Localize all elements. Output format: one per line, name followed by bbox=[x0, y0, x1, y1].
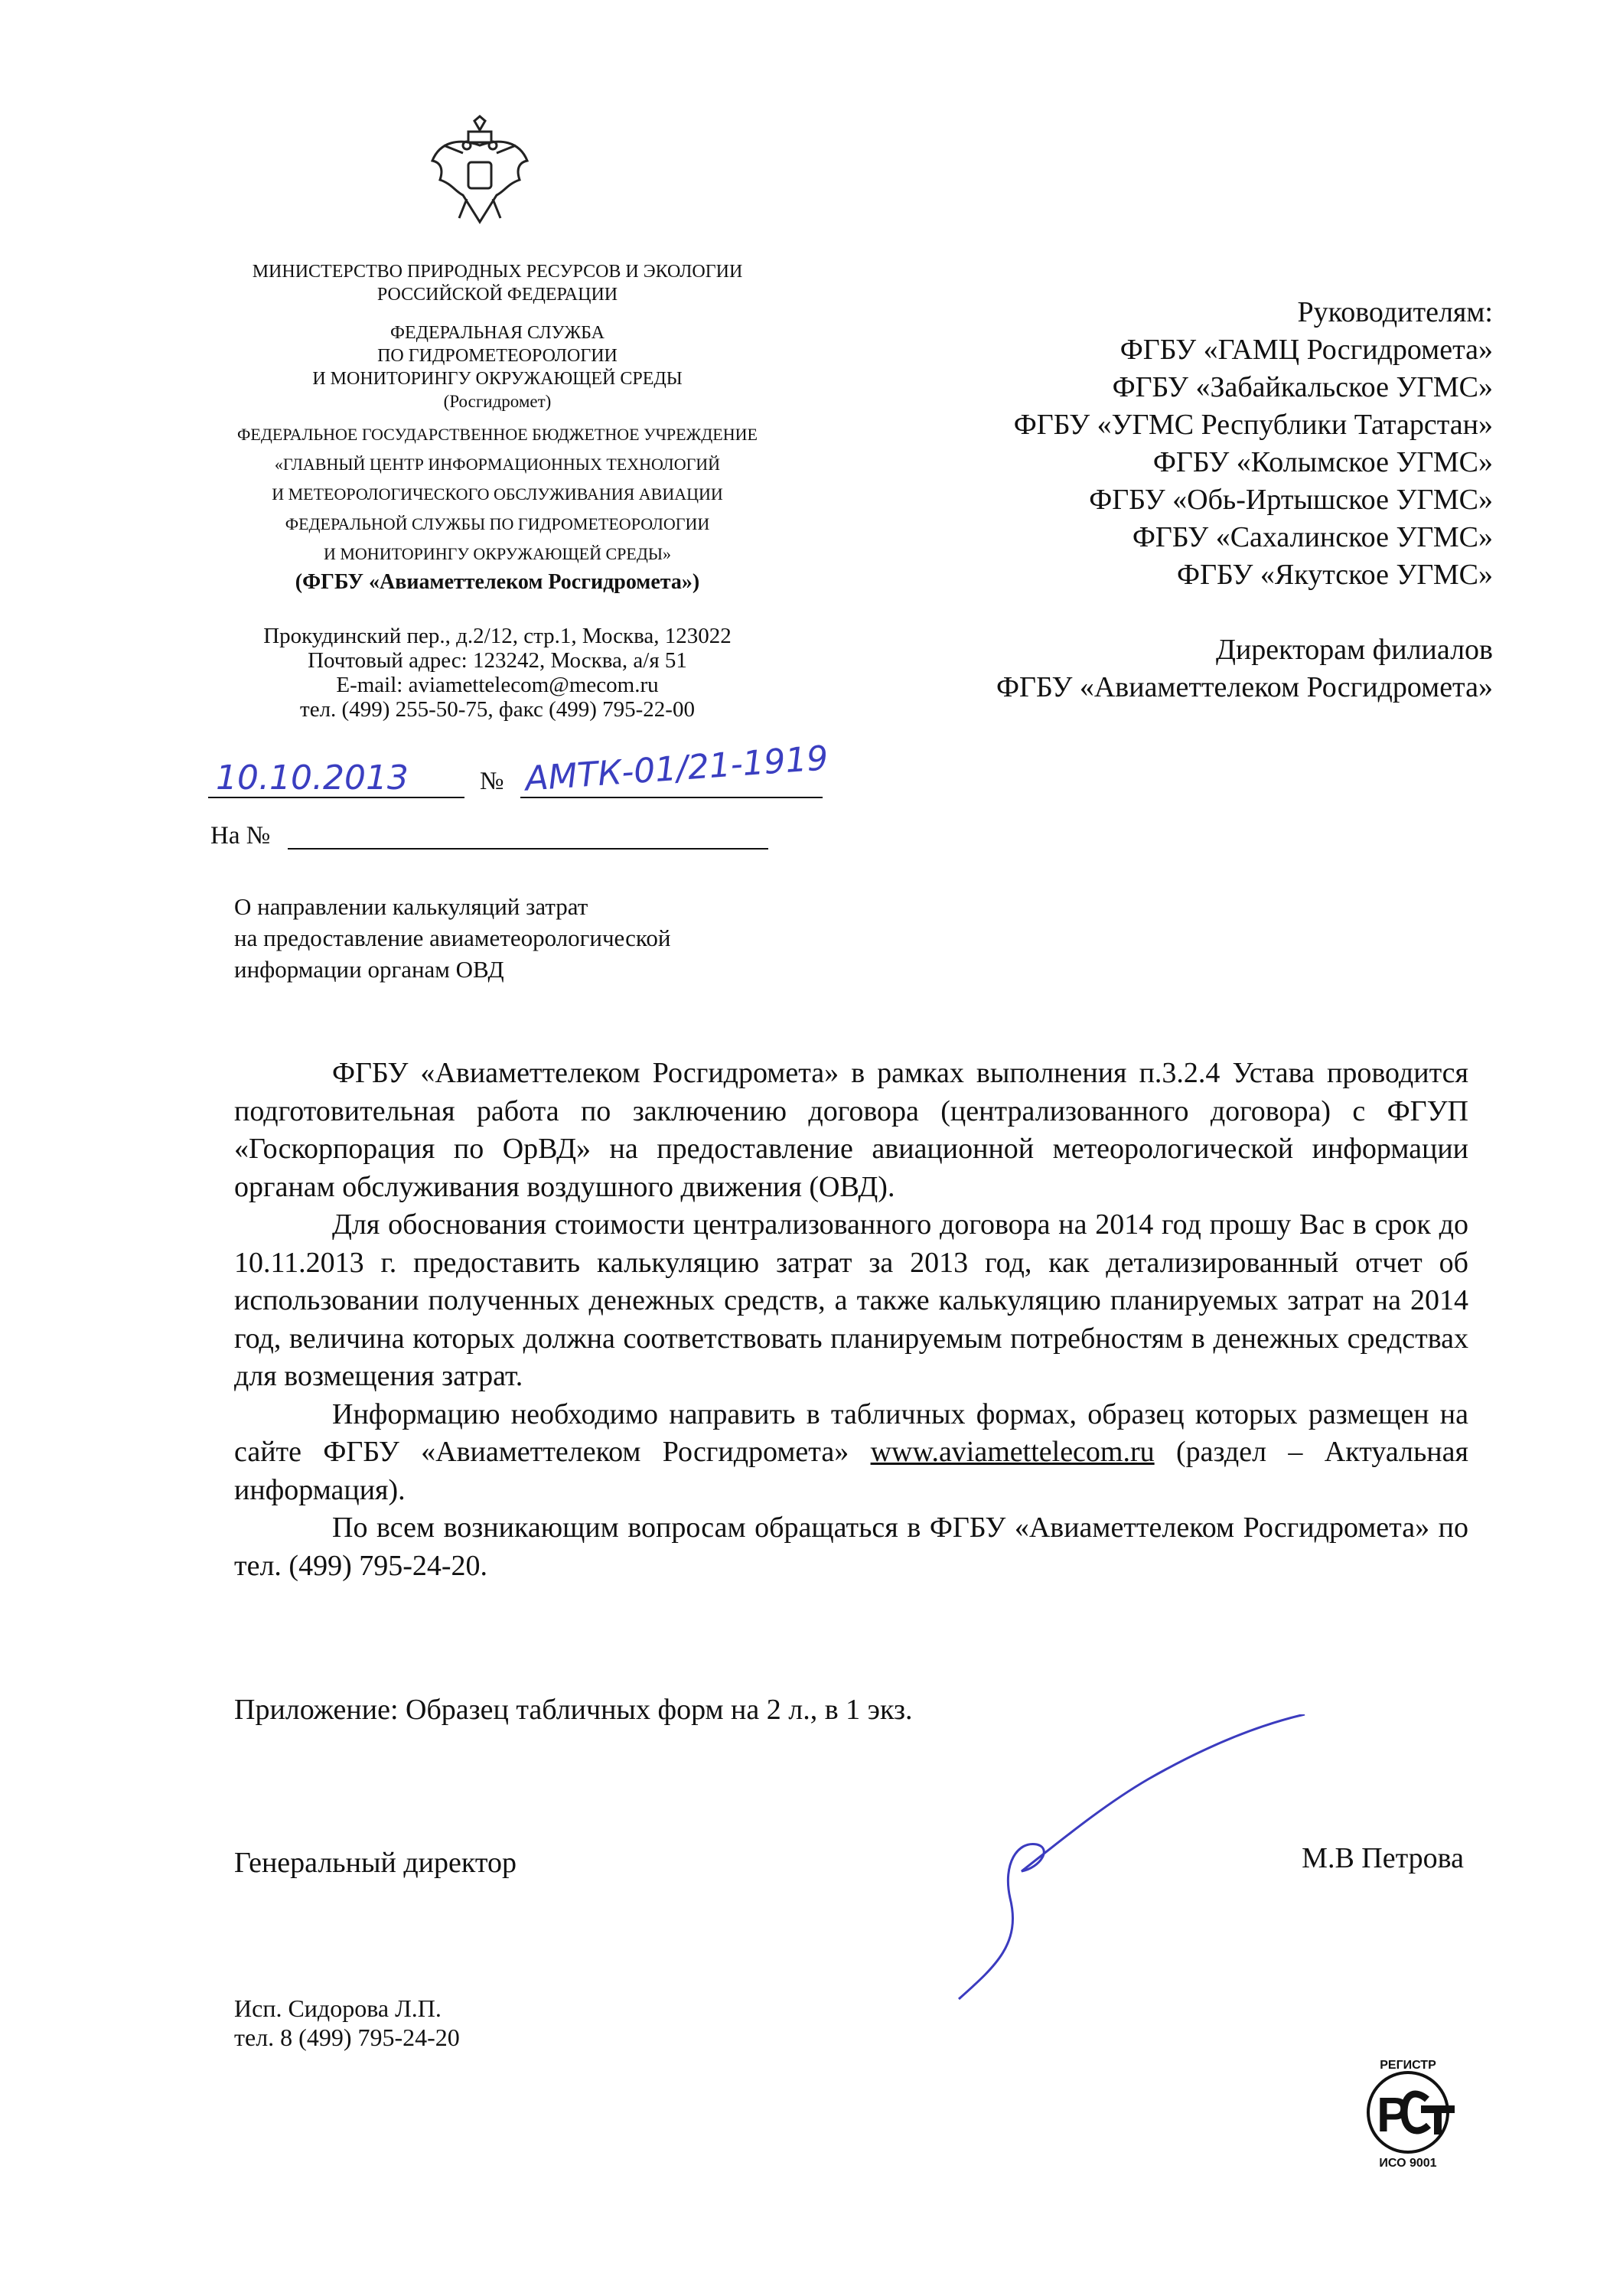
paragraph-text: Информацию необходимо направить в табличных формах, образец которых размещен на сайте ФГБУ «Авиаметтелеком Росгидромета» bbox=[234, 1397, 1468, 1468]
number-handwritten: АМТК-01/21-1919 bbox=[523, 739, 830, 799]
address-line: тел. (499) 255-50-75, факс (499) 795-22-00 bbox=[300, 697, 695, 722]
letterhead bbox=[191, 260, 803, 722]
reply-number-line bbox=[288, 848, 768, 850]
svg-text:ИСО 9001: ИСО 9001 bbox=[1379, 2157, 1437, 2170]
recipients bbox=[804, 294, 1493, 706]
institution-line: ФЕДЕРАЛЬНОЕ ГОСУДАРСТВЕННОЕ БЮДЖЕТНОЕ УЧРЕЖДЕНИЕ bbox=[237, 425, 758, 444]
paragraph bbox=[234, 1396, 1468, 1510]
address-line: Почтовый адрес: 123242, Москва, а/я 51 bbox=[308, 648, 687, 673]
service-line: ПО ГИДРОМЕТЕОРОЛОГИИ bbox=[377, 346, 618, 366]
subject-line: на предоставление авиаметеорологической bbox=[234, 925, 671, 951]
institution-line: И МОНИТОРИНГУ ОКРУЖАЮЩЕЙ СРЕДЫ» bbox=[323, 544, 672, 563]
directors-line: ФГБУ «Авиаметтелеком Росгидромета» bbox=[996, 671, 1493, 703]
address-line: E-mail: aviamettelecom@mecom.ru bbox=[336, 673, 659, 697]
svg-text:Р: Р bbox=[1377, 2087, 1410, 2142]
directors-line: Директорам филиалов bbox=[1216, 634, 1493, 666]
svg-text:РЕГИСТР: РЕГИСТР bbox=[1380, 2059, 1436, 2072]
coat-of-arms-emblem bbox=[429, 115, 532, 230]
subject bbox=[234, 891, 670, 985]
website-link[interactable]: www.aviamettelecom.ru bbox=[870, 1436, 1155, 1468]
rst-certification-logo bbox=[1351, 2055, 1465, 2174]
recipient: ФГБУ «УГМС Республики Татарстан» bbox=[1013, 409, 1493, 441]
service-line: И МОНИТОРИНГУ ОКРУЖАЮЩЕЙ СРЕДЫ bbox=[312, 369, 683, 389]
paragraph-text: Для обоснования стоимости централизованного договора на 2014 год прошу Вас в срок до 10.11.2013 г. предоставить калькуляцию затрат за 2013 год, как детализированный отчет об использовании полученных денежных средств, а также калькуляцию планируемых затрат на 2014 год, величина которых должна соответствовать планируемым потребностям в денежных средствах для возмещения затрат. bbox=[234, 1208, 1468, 1392]
institution-line: И МЕТЕОРОЛОГИЧЕСКОГО ОБСЛУЖИВАНИЯ АВИАЦИИ bbox=[272, 484, 723, 504]
executor-name: Исп. Сидорова Л.П. bbox=[234, 1994, 442, 2022]
recipient: ФГБУ «Колымское УГМС» bbox=[1152, 446, 1493, 478]
recipient: ФГБУ «Якутское УГМС» bbox=[1177, 559, 1493, 591]
number-sign: № bbox=[480, 768, 504, 795]
paragraph: По всем возникающим вопросам обращаться в ФГБУ «Авиаметтелеком Росгидромета» по тел. (499) 795-24-20. bbox=[234, 1512, 1468, 1582]
paragraph-text: (раздел – Актуальная информация). bbox=[234, 1436, 1468, 1506]
executor-phone: тел. 8 (499) 795-24-20 bbox=[234, 2024, 460, 2051]
subject-line: О направлении калькуляций затрат bbox=[234, 893, 588, 920]
short-name: (ФГБУ «Авиаметтелеком Росгидромета») bbox=[295, 570, 700, 594]
paragraph bbox=[234, 1206, 1468, 1396]
institution-line: ФЕДЕРАЛЬНОЙ СЛУЖБЫ ПО ГИДРОМЕТЕОРОЛОГИИ bbox=[285, 514, 710, 533]
number-field bbox=[520, 739, 830, 799]
service-line: (Росгидромет) bbox=[443, 392, 552, 411]
recipient: ФГБУ «Сахалинское УГМС» bbox=[1132, 521, 1493, 553]
recipients-title: Руководителям: bbox=[1297, 296, 1493, 328]
address-line: Прокудинский пер., д.2/12, стр.1, Москва, 123022 bbox=[263, 624, 732, 648]
paragraph: ФГБУ «Авиаметтелеком Росгидромета» в рамках выполнения п.3.2.4 Устава проводится подготовительная работа по заключению договора (централизованного договора) с ФГУП «Госкорпорация по ОрВД» на предоставление авиационной метеорологической информации органам обслуживания воздушного движения (ОВД). bbox=[234, 1057, 1468, 1203]
attachment-note: Приложение: Образец табличных форм на 2 л., в 1 экз. bbox=[234, 1694, 913, 1726]
executor bbox=[234, 1994, 460, 2052]
recipient: ФГБУ «Обь-Иртышское УГМС» bbox=[1089, 484, 1493, 516]
signatory-name: М.В Петрова bbox=[1302, 1842, 1464, 1874]
ministry-line: РОССИЙСКОЙ ФЕДЕРАЦИИ bbox=[376, 285, 618, 305]
handwritten-signature bbox=[949, 1714, 1316, 2017]
date-field bbox=[208, 758, 464, 798]
recipient: ФГБУ «Забайкальское УГМС» bbox=[1112, 371, 1493, 403]
ministry-line: МИНИСТЕРСТВО ПРИРОДНЫХ РЕСУРСОВ И ЭКОЛОГИИ bbox=[252, 262, 743, 282]
service-line: ФЕДЕРАЛЬНАЯ СЛУЖБА bbox=[390, 323, 605, 343]
reply-label: На № bbox=[210, 822, 271, 850]
signatory-position: Генеральный директор bbox=[234, 1847, 517, 1879]
institution-line: «ГЛАВНЫЙ ЦЕНТР ИНФОРМАЦИОННЫХ ТЕХНОЛОГИЙ bbox=[274, 455, 721, 474]
recipient: ФГБУ «ГАМЦ Росгидромета» bbox=[1119, 334, 1493, 366]
subject-line: информации органам ОВД bbox=[234, 956, 504, 983]
date-handwritten: 10.10.2013 bbox=[216, 758, 409, 797]
letter-body bbox=[234, 1055, 1468, 1585]
